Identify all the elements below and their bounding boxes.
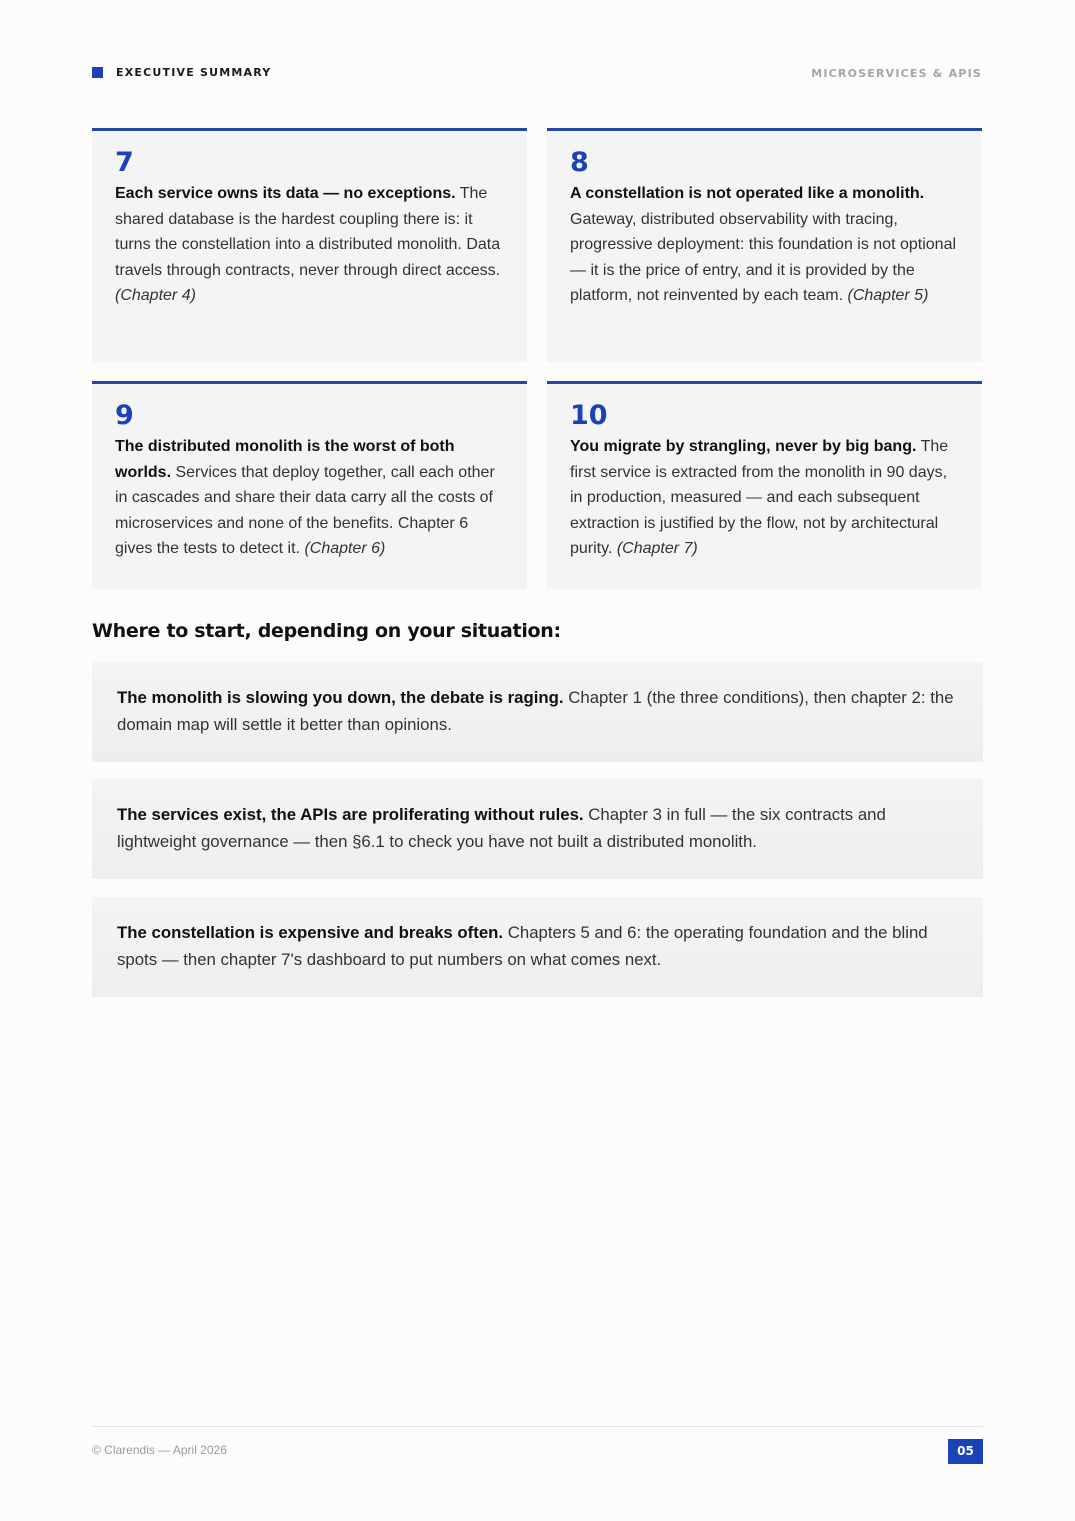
card-lead: The distributed monolith is the worst of both worlds. [115,438,455,481]
summary-card-8 [547,128,982,362]
card-number: 8 [570,147,589,178]
situation-lead: The constellation is expensive and breaks often. [117,923,504,942]
situation-box-1 [92,662,983,762]
situation-lead: The services exist, the APIs are proliferating without rules. [117,805,584,824]
card-body: The first service is extracted from the monolith in 90 days, in production, measured — and each subsequent extraction is justified by the flow, not by architectural purity. [570,438,949,557]
card-number: 10 [570,400,608,431]
card-number: 9 [115,400,134,431]
card-body: Gateway, distributed observability with tracing, progressive deployment: this foundation is not optional — it is the price of entry, and it is provided by the platform, not reinvented by each team. [570,210,957,304]
situation-lead: The monolith is slowing you down, the debate is raging. [117,688,564,707]
card-chapter-ref: (Chapter 4) [115,287,196,304]
section-marker-icon [92,67,103,78]
situation-box-3 [92,897,983,997]
summary-card-9 [92,381,527,589]
summary-card-10 [547,381,982,589]
footer-divider [92,1426,983,1427]
card-lead: A constellation is not operated like a monolith. [570,185,925,202]
card-text [115,181,504,309]
footer-copyright: © Clarendis — April 2026 [92,1443,227,1457]
page-number-badge: 05 [948,1439,983,1464]
header-section-title: EXECUTIVE SUMMARY [116,66,272,79]
summary-card-7 [92,128,527,362]
situation-body: Chapter 1 (the three conditions), then chapter 2: the domain map will settle it better than opinions. [117,688,954,734]
card-chapter-ref: (Chapter 5) [847,287,929,304]
card-lead: You migrate by strangling, never by big bang. [570,438,917,455]
page-header [92,66,982,82]
card-text [570,181,959,309]
card-lead: Each service owns its data — no exceptions. [115,185,456,202]
card-number: 7 [115,147,134,178]
card-text [115,434,504,562]
card-body: The shared database is the hardest coupling there is: it turns the constellation into a distributed monolith. Data travels through contracts, never through direct access. [115,185,501,279]
header-topic: MICROSERVICES & APIS [811,67,982,80]
header-section [92,66,271,79]
situation-body: Chapters 5 and 6: the operating foundation and the blind spots — then chapter 7's dashboard to put numbers on what comes next. [117,923,928,969]
card-chapter-ref: (Chapter 6) [304,540,386,557]
card-body: Services that deploy together, call each other in cascades and share their data carry all the costs of microservices and none of the benefits. Chapter 6 gives the tests to detect it. [115,463,495,557]
situation-box-2 [92,779,983,879]
where-to-start-heading: Where to start, depending on your situation: [92,620,561,642]
card-chapter-ref: (Chapter 7) [616,540,698,557]
situation-body: Chapter 3 in full — the six contracts and lightweight governance — then §6.1 to check you have not built a distributed monolith. [117,805,886,851]
card-text [570,434,959,562]
